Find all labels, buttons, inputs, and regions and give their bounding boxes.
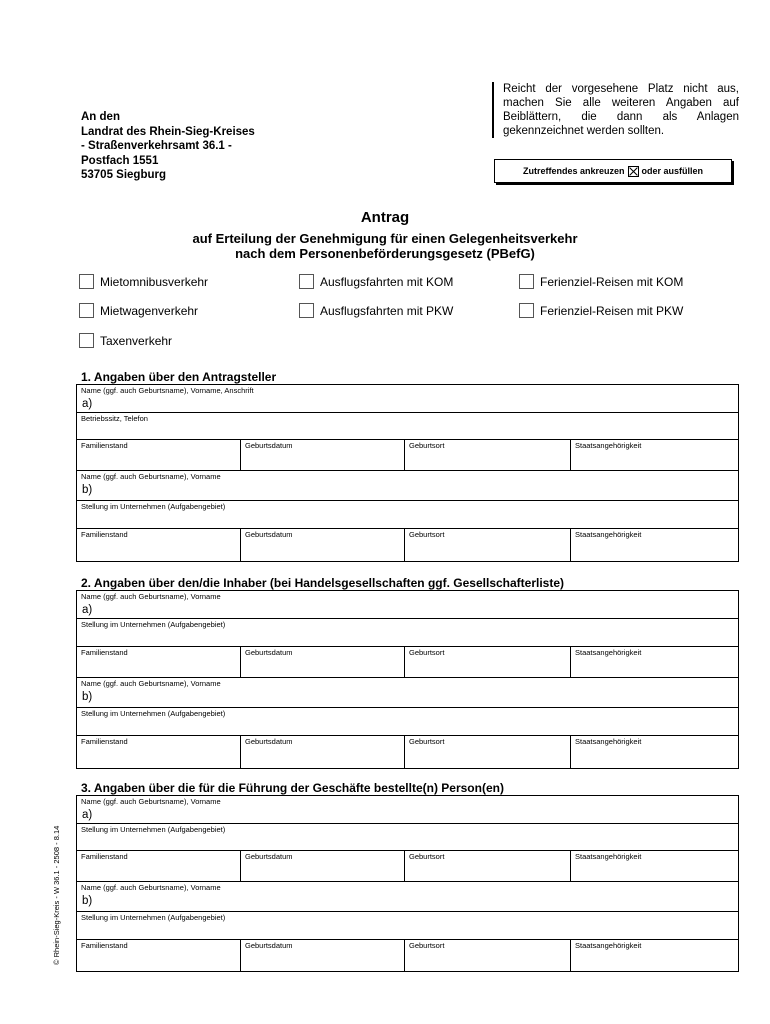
checkbox[interactable] — [299, 303, 314, 318]
field-label: Name (ggf. auch Geburtsname), Vorname, Anschrift — [81, 386, 254, 395]
checkbox[interactable] — [519, 303, 534, 318]
birthdate-field[interactable] — [240, 647, 293, 677]
field-label: Geburtsort — [409, 852, 445, 861]
field-label: Geburtsort — [409, 737, 445, 746]
field-label: Stellung im Unternehmen (Aufgabengebiet) — [81, 825, 226, 834]
field-label: Betriebssitz, Telefon — [81, 414, 148, 423]
name-address-field[interactable] — [77, 385, 738, 413]
birthdate-field[interactable] — [240, 440, 293, 470]
birthplace-field[interactable] — [404, 940, 445, 971]
checkbox[interactable] — [519, 274, 534, 289]
address-line: 53705 Siegburg — [81, 169, 167, 181]
nationality-field[interactable] — [570, 647, 642, 677]
item-letter: a) — [82, 809, 93, 821]
field-label: Geburtsdatum — [245, 530, 293, 539]
option-label: Taxenverkehr — [100, 333, 173, 348]
option-label: Ausflugsfahrten mit PKW — [320, 303, 454, 318]
space-note: Reicht der vorgesehene Platz nicht aus, machen Sie alle weiteren Angaben auf Beiblättern, die dann als Anlagen gekennzeichnet werden sollten. — [492, 82, 739, 138]
field-label: Staatsangehörigkeit — [575, 941, 642, 950]
checkbox[interactable] — [79, 333, 94, 348]
option-ausflug-pkw[interactable] — [299, 303, 453, 318]
item-letter: b) — [82, 895, 93, 907]
field-label: Geburtsdatum — [245, 441, 293, 450]
recipient-address — [81, 110, 255, 183]
field-label: Name (ggf. auch Geburtsname), Vorname — [81, 797, 221, 806]
option-label: Mietwagenverkehr — [100, 303, 199, 318]
field-label: Geburtsort — [409, 648, 445, 657]
section-3-table — [76, 795, 739, 972]
address-line: Postfach 1551 — [81, 154, 159, 167]
option-ferien-pkw[interactable] — [519, 303, 683, 318]
field-label: Stellung im Unternehmen (Aufgabengebiet) — [81, 620, 226, 629]
copyright-side-text: © Rhein-Sieg-Kreis - W 36.1 - 2508 - 8.14 — [52, 825, 61, 965]
position-field[interactable] — [77, 619, 738, 647]
field-label: Familienstand — [81, 530, 128, 539]
birthplace-field[interactable] — [404, 647, 445, 677]
option-mietwagen[interactable] — [79, 303, 198, 318]
checkbox[interactable] — [299, 274, 314, 289]
personal-data-row — [77, 851, 738, 882]
field-label: Stellung im Unternehmen (Aufgabengebiet) — [81, 709, 226, 718]
nationality-field[interactable] — [570, 440, 642, 470]
birthdate-field[interactable] — [240, 736, 293, 768]
instruction-box — [494, 159, 732, 183]
field-label: Geburtsort — [409, 941, 445, 950]
field-label: Name (ggf. auch Geburtsname), Vorname — [81, 883, 221, 892]
personal-data-row — [77, 940, 738, 971]
nationality-field[interactable] — [570, 736, 642, 768]
field-label: Familienstand — [81, 737, 128, 746]
field-label: Geburtsdatum — [245, 737, 293, 746]
position-field[interactable] — [77, 501, 738, 529]
field-label: Stellung im Unternehmen (Aufgabengebiet) — [81, 913, 226, 922]
item-letter: a) — [82, 398, 93, 410]
page-title: Antrag — [360, 209, 410, 226]
position-field[interactable] — [77, 708, 738, 736]
field-label: Name (ggf. auch Geburtsname), Vorname — [81, 472, 221, 481]
field-label: Staatsangehörigkeit — [575, 852, 642, 861]
section-1-table — [76, 384, 739, 562]
section-2-table — [76, 590, 739, 769]
item-letter: b) — [82, 484, 93, 496]
name-field[interactable] — [77, 882, 738, 912]
birthdate-field[interactable] — [240, 940, 293, 971]
name-field[interactable] — [77, 796, 738, 824]
field-label: Familienstand — [81, 648, 128, 657]
business-phone-field[interactable] — [77, 413, 738, 440]
field-label: Familienstand — [81, 941, 128, 950]
address-line: - Straßenverkehrsamt 36.1 - — [81, 140, 232, 152]
address-line: An den — [81, 111, 120, 123]
field-label: Familienstand — [81, 852, 128, 861]
section-heading-3: 3. Angaben über die für die Führung der Geschäfte bestellte(n) Person(en) — [81, 781, 504, 795]
birthplace-field[interactable] — [404, 736, 445, 768]
position-field[interactable] — [77, 824, 738, 851]
subtitle-line: auf Erteilung der Genehmigung für einen Gelegenheitsverkehr — [192, 231, 578, 246]
birthdate-field[interactable] — [240, 529, 293, 561]
page-subtitle — [0, 231, 770, 261]
item-letter: a) — [82, 604, 93, 616]
field-label: Name (ggf. auch Geburtsname), Vorname — [81, 679, 221, 688]
option-mietomnibus[interactable] — [79, 274, 208, 289]
checkbox[interactable] — [79, 274, 94, 289]
subtitle-line: nach dem Personenbeförderungsgesetz (PBefG) — [235, 246, 535, 261]
field-label: Geburtsort — [409, 530, 445, 539]
crossed-box-icon — [628, 166, 639, 177]
option-label: Ferienziel-Reisen mit KOM — [540, 274, 684, 289]
option-ausflug-kom[interactable] — [299, 274, 453, 289]
field-label: Staatsangehörigkeit — [575, 648, 642, 657]
nationality-field[interactable] — [570, 529, 642, 561]
field-label: Name (ggf. auch Geburtsname), Vorname — [81, 592, 221, 601]
field-label: Geburtsdatum — [245, 648, 293, 657]
nationality-field[interactable] — [570, 940, 642, 971]
personal-data-row — [77, 529, 738, 561]
personal-data-row — [77, 440, 738, 471]
birthplace-field[interactable] — [404, 440, 445, 470]
checkbox[interactable] — [79, 303, 94, 318]
hint-text: oder ausfüllen — [641, 166, 704, 176]
field-label: Geburtsort — [409, 441, 445, 450]
name-field[interactable] — [77, 591, 738, 619]
birthdate-field[interactable] — [240, 851, 293, 881]
field-label: Staatsangehörigkeit — [575, 441, 642, 450]
option-taxen[interactable] — [79, 333, 172, 348]
birthplace-field[interactable] — [404, 529, 445, 561]
section-heading-2: 2. Angaben über den/die Inhaber (bei Handelsgesellschaften ggf. Gesellschafterliste) — [81, 576, 565, 590]
option-label: Ausflugsfahrten mit KOM — [320, 274, 454, 289]
birthplace-field[interactable] — [404, 851, 445, 881]
field-label: Stellung im Unternehmen (Aufgabengebiet) — [81, 502, 226, 511]
field-label: Familienstand — [81, 441, 128, 450]
option-label: Mietomnibusverkehr — [100, 274, 209, 289]
nationality-field[interactable] — [570, 851, 642, 881]
personal-data-row — [77, 736, 738, 768]
field-label: Staatsangehörigkeit — [575, 737, 642, 746]
hint-text: Zutreffendes ankreuzen — [522, 166, 625, 176]
field-label: Geburtsdatum — [245, 941, 293, 950]
section-heading-1: 1. Angaben über den Antragsteller — [81, 370, 277, 384]
position-field[interactable] — [77, 912, 738, 940]
name-field[interactable] — [77, 471, 738, 501]
personal-data-row — [77, 647, 738, 678]
item-letter: b) — [82, 691, 93, 703]
field-label: Staatsangehörigkeit — [575, 530, 642, 539]
field-label: Geburtsdatum — [245, 852, 293, 861]
option-ferien-kom[interactable] — [519, 274, 683, 289]
name-field[interactable] — [77, 678, 738, 708]
address-line: Landrat des Rhein-Sieg-Kreises — [81, 125, 255, 138]
option-label: Ferienziel-Reisen mit PKW — [540, 303, 684, 318]
